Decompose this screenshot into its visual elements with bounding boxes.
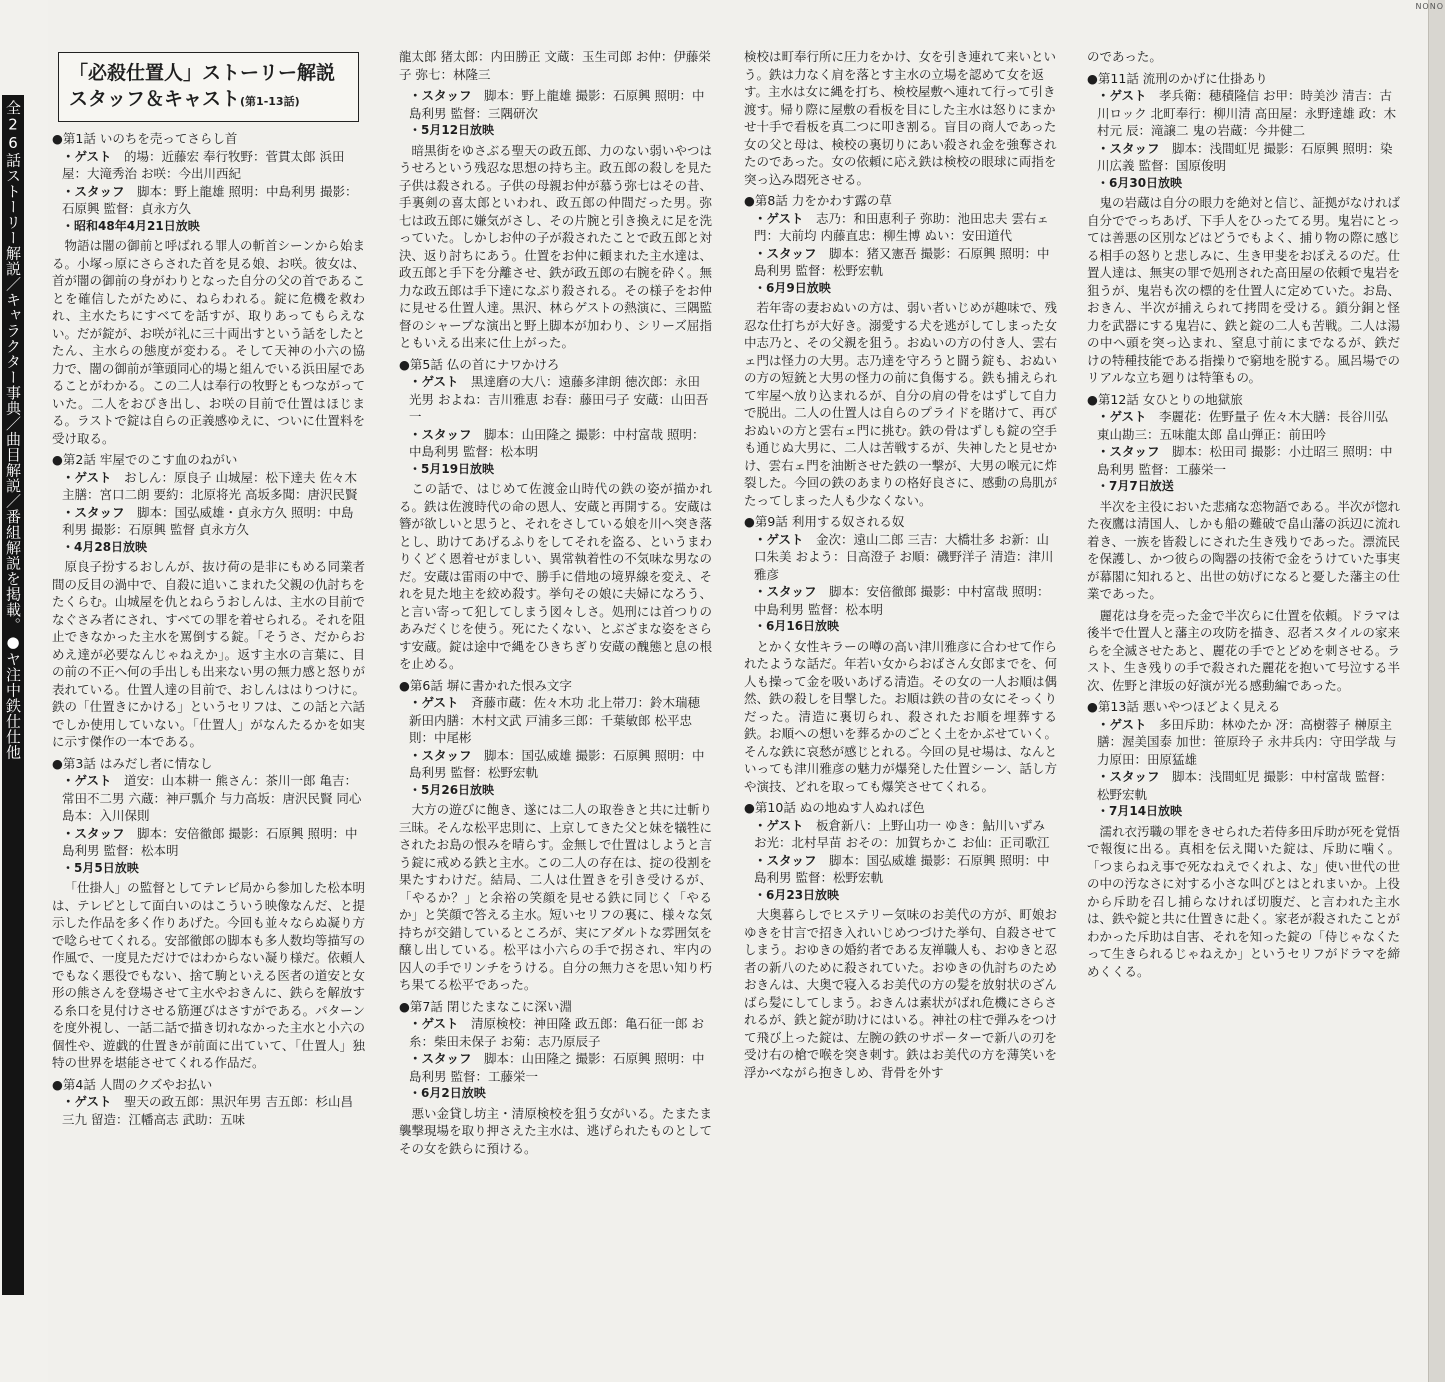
credit-line <box>62 469 365 504</box>
credit-line <box>62 148 365 183</box>
credit-label: ・スタッフ <box>409 1051 485 1066</box>
episode-heading: ●第6話 塀に書かれた恨み文字 <box>399 677 572 693</box>
credit-label: ・ゲスト <box>1097 716 1160 732</box>
credit-text: 道安：山本耕一 熊さん：茶川一郎 亀吉：常田不二男 六蔵：神戸瓢介 与力高坂：唐沢民賢 同心島本：入川保則 <box>62 773 362 823</box>
credit-label: ・ゲスト <box>409 695 472 710</box>
credit-label: ・スタッフ <box>754 852 830 868</box>
credit-text: 清原検校：神田隆 政五郎：亀石征一郎 お糸：柴田未保子 お菊：志乃原辰子 <box>409 1016 704 1049</box>
credit-label: ・ゲスト <box>754 817 817 833</box>
synopsis-paragraph: 麗花は身を売った金で半次らに仕置を依頼。ドラマは後半で仕置人と藩主の攻防を描き、忍者スタイルの家来らを全滅させたあと、麗花の手でとどめを刺させる。ラスト、生き残りの手で殺された麗花を抱いて号泣する半次、佐野と津坂の好演が光る感動編であった。 <box>1087 607 1400 693</box>
credit-label: ・ゲスト <box>754 210 817 226</box>
credit-text: 脚本：国弘威雄 撮影：石原興 照明：中島利男 監督：松野宏軌 <box>754 852 1050 885</box>
air-date: ・5月12日放映 <box>409 123 495 137</box>
synopsis-paragraph: とかく女性キラーの噂の高い津川雅彦に合わせて作られたような話だ。年若い女からおばさん女郎までを、何人も操って金を吸いあげる清造。その女の一人お順は偶然、鉄の殺しを目撃した。お順は鉄の昔の女にそっくりだった。清造に裏切られ、殺されたお順を埋葬する鉄。お順への想いを葬るかのごとく土をかぶせていく。そんな鉄に哀愁が感じとれる。今回の見せ場は、なんといっても津川雅彦の魅力が爆発した仕置シーン、話し方や演技、どれを取っても爆笑させてくれる。 <box>744 638 1057 794</box>
credit-text: 脚本：浅間虹児 撮影：石原興 照明：染川広義 監督：国原俊明 <box>1097 140 1393 173</box>
credit-text: 志乃：和田恵利子 弥助：池田忠夫 雲右ェ門：大前均 内藤直忠：柳生博 ぬい：安田道代 <box>754 210 1049 243</box>
episode-heading: ●第13話 悪いやつほどよく見える <box>1087 699 1281 714</box>
credit-text: 脚本：松田司 撮影：小辻昭三 照明：中島利男 監督：工藤栄一 <box>1097 444 1393 477</box>
column-1 <box>52 48 365 1368</box>
synopsis-paragraph: 大方の遊びに飽き、遂には二人の取巻きと共に辻斬り三昧。そんな松平忠則に、上京してきた父と妹を犠牲にされたお島の恨みを晴らす。金無しで仕置はしようと言う錠に戒める鉄と主水。この二人の存在は、掟の役割を果たすわけだ。結局、二人は仕置きを引き受けるが、「やるか？」と余裕の笑顔を見せる鉄に同じく「やるか」と笑顔で答える主水。短いセリフの裏に、様々な気持ちが交錯しているところが、実にアダルトな雰囲気を醸し出している。松平は小六らの手で拐され、牢内の囚人の手でリンチをうける。自分の無力さを思い知り朽ち果てる松平であった。 <box>399 802 712 992</box>
credit-line <box>754 852 1057 887</box>
air-date: ・5月19日放映 <box>409 461 495 476</box>
air-date: ・6月2日放映 <box>409 1086 486 1100</box>
credit-label: ・ゲスト <box>62 1094 125 1109</box>
credit-label: ・スタッフ <box>62 183 138 199</box>
air-date: ・5月5日放映 <box>62 860 139 875</box>
credit-label: ・ゲスト <box>1097 88 1160 103</box>
credit-label: ・スタッフ <box>409 88 485 103</box>
credit-text: 脚本：野上龍雄 撮影：石原興 照明：中島利男 監督：三隅研次 <box>409 88 705 121</box>
credit-label: ・ゲスト <box>62 773 125 788</box>
credit-line <box>1097 716 1400 769</box>
credit-label: ・ゲスト <box>1097 409 1160 424</box>
column-2-body <box>399 48 712 1157</box>
credit-text: 孝兵衛：穂積隆信 お甲：時美沙 清吉：古川ロック 北町奉行：柳川清 高田屋：永野達雄 政：木村元 辰：滝譲二 鬼の岩蔵：今井健二 <box>1097 88 1397 138</box>
episode-heading: ●第5話 仏の首にナワかけろ <box>399 356 560 372</box>
credit-line <box>1097 768 1400 803</box>
synopsis-paragraph: 原良子扮するおしんが、抜け荷の是非にもめる同業者間の反目の渦中で、自殺に追いこまれた父親の仇討ちをたくらむ。山城屋を仇とねらうおしんは、主水の目前でなぐさみ者にされ、すべての罪を着せられる。それを阻止できなかった主水を罵倒する錠。「そうさ、だからおめえ達が必要なんじゃねえか」。返す主水の言葉に、目の前の不正へ何の手出しも出来ない男の無力感と怒りが表れている。仕置人達の目前で、おしんははりつけに。鉄の「仕置きにかける」というセリフは、この話と六話でしか使用していない。「仕置人」がなんたるかを如実に示す傑作の一本である。 <box>52 559 365 749</box>
episode-heading: ●第9話 利用する奴される奴 <box>744 514 905 529</box>
credit-line <box>1097 140 1400 175</box>
credit-line <box>409 747 712 782</box>
credit-text: 李麗花：佐野量子 佐々木大膳：長谷川弘 東山勘三：五味龍太郎 畠山弾正：前田吟 <box>1097 409 1388 442</box>
credit-label: ・ゲスト <box>409 1016 472 1031</box>
corner-mark: NONO <box>1415 2 1444 11</box>
credit-line <box>1097 443 1400 478</box>
air-date: ・7月14日放映 <box>1097 804 1183 818</box>
continued-text: 検校は町奉行所に圧力をかけ、女を引き連れて来いという。鉄は力なく肩を落とす主水の立場を認めて女を返す。主水は女に縄を打ち、検校屋敷へ連れて行って引き渡す。帰り際に屋敷の看板を目にした主水は怒りにまかせ十手で看板を真二つに叩き割る。盲目の商人であった女の父と母は、検校の裏切りにあい殺され金を強奪されたのであった。女の依頼に応え鉄は検校の眼球に両指を突っ込み悶死させる。 <box>744 49 1057 187</box>
credit-line <box>754 817 1057 852</box>
synopsis-paragraph: 悪い金貸し坊主・清原検校を狙う女がいる。たまたま襲撃現場を取り押さえた主水は、逃げられたものとしてその女を鉄らに預ける。 <box>399 1105 712 1156</box>
credit-line <box>409 1050 712 1085</box>
episode-heading: ●第4話 人間のクズやお払い <box>52 1076 213 1092</box>
credit-line <box>409 426 712 461</box>
credit-label: ・スタッフ <box>62 504 138 520</box>
credit-label: ・スタッフ <box>1097 444 1173 459</box>
credit-label: ・ゲスト <box>62 148 125 164</box>
episode-heading: ●第1話 いのちを売ってさらし首 <box>52 131 238 146</box>
credit-text: おしん：原良子 山城屋：松下達夫 佐々木主膳：宮口二朗 要約：北原将光 高坂多聞：唐沢民賢 <box>62 469 358 502</box>
credit-text: 脚本：猪又憲吾 撮影：石原興 照明：中島利男 監督：松野宏軌 <box>754 245 1050 278</box>
column-2 <box>399 48 712 1368</box>
episode-heading: ●第12話 女ひとりの地獄旅 <box>1087 391 1243 407</box>
air-date: ・6月30日放映 <box>1097 175 1183 190</box>
episode-heading: ●第7話 閉じたまなこに深い淵 <box>399 998 572 1014</box>
credit-label: ・スタッフ <box>1097 769 1173 784</box>
subtitle-range: (第1-13話) <box>240 95 300 108</box>
credit-line <box>62 772 365 825</box>
credit-text: 的場：近藤宏 奉行牧野：菅貫太郎 浜田屋：大滝秀治 お咲：今出川西紀 <box>62 148 345 181</box>
continued-text: 龍太郎 猪太郎：内田勝正 文蔵：玉生司郎 お仲：伊藤栄子 弥七：林隆三 <box>399 49 711 82</box>
credit-line <box>409 1015 712 1050</box>
synopsis-paragraph: 鬼の岩蔵は自分の眼力を絶対と信じ、証拠がなければ自分ででっちあげ、下手人をひったてる男。鬼岩にとっては善悪の区別などはどうでもよく、捕り物の際に感じる相手の怒りと悲しみに、生き甲斐をおぼえるのだ。仕置人達は、無実の罪で処刑された高田屋の依頼で鬼岩を狙うが、鬼岩も次の標的を仕置人に定めていた。お島、おきん、半次が捕えられて拷問を受ける。鎖分銅と怪力を武器にする鬼岩に、鉄と錠の二人も苦戦。二人は湯の中へ頭を突っ込まれ、窒息寸前にまでなるが、鉄だけの特種技能である指操りで窮地を脱する。風呂場でのリアルな立ち廻りは特筆もの。 <box>1087 195 1400 385</box>
title-box <box>58 52 359 122</box>
continued-text: のであった。 <box>1087 49 1162 64</box>
credit-line <box>62 825 365 860</box>
credit-line <box>754 531 1057 584</box>
air-date: ・5月26日放映 <box>409 782 495 797</box>
credit-line <box>1097 87 1400 140</box>
credit-label: ・スタッフ <box>62 825 138 841</box>
credit-line <box>409 373 712 426</box>
air-date: ・6月16日放映 <box>754 619 840 633</box>
credit-label: ・ゲスト <box>754 531 817 547</box>
credit-text: 脚本：国弘威雄 撮影：石原興 照明：中島利男 監督：松野宏軌 <box>409 747 705 780</box>
episode-heading: ●第3話 はみだし者に情なし <box>52 755 213 771</box>
credit-text: 板倉新八：上野山功一 ゆき：鮎川いずみ お光：北村早苗 おその：加賀ちかこ お仙：正司歌江 <box>754 817 1050 850</box>
spine-text: 全26話ストーリー解説／キャラクター事典／曲目解説／番組解説を掲載。●ヤ注中鉄仕仕他 <box>4 100 22 760</box>
jacket-spine <box>0 0 50 1382</box>
credit-label: ・スタッフ <box>1097 140 1173 156</box>
credit-line <box>409 694 712 747</box>
credit-line <box>754 245 1057 280</box>
page-subtitle <box>69 86 348 115</box>
episode-heading: ●第2話 牢屋でのこす血のねがい <box>52 452 238 467</box>
air-date: ・6月9日放映 <box>754 280 831 295</box>
credit-text: 脚本：山田隆之 撮影：中村富哉 照明：中島利男 監督：松本明 <box>409 426 705 459</box>
credit-label: ・スタッフ <box>409 747 485 763</box>
credit-text: 脚本：安倍徹郎 撮影：中村富哉 照明：中島利男 監督：松本明 <box>754 584 1050 617</box>
credit-line <box>754 583 1057 618</box>
synopsis-paragraph: 物語は闇の御前と呼ばれる罪人の斬首シーンから始まる。小塚っ原にさらされた首を見る娘、お咲。彼女は、首が闇の御前の身がわりとなった自分の父の首であることを確信したがために、ねらわれる。錠に危機を救われ、主水たちにすべてを話すが、取りあってもらえない。だが錠が、お咲が礼に三十両出すという話をしたとたん、主水らの態度が変わる。そして天神の小六の協力で、闇の御前が筆頭同心的場と組んでいる浜田屋であることがわかる。この二人は奉行の牧野ともつながっていた。二人をおびき出し、お咲の目前で仕置はほじまる。ラストで錠は自らの正義感ゆえに、ついに仕置料を受け取る。 <box>52 238 365 446</box>
credit-line <box>62 504 365 539</box>
credit-text: 脚本：安倍徹郎 撮影：石原興 照明：中島利男 監督：松本明 <box>62 825 358 858</box>
column-1-body <box>52 130 365 1128</box>
credit-text: 脚本：野上龍雄 照明：中島利男 撮影：石原興 監督：貞永方久 <box>62 183 358 216</box>
credit-text: 脚本：国弘威雄・貞永方久 照明：中島利男 撮影：石原興 監督 貞永方久 <box>62 504 354 537</box>
column-3 <box>744 48 1057 1368</box>
column-4 <box>1087 48 1400 1368</box>
credit-label: ・スタッフ <box>409 426 485 442</box>
air-date: ・6月23日放映 <box>754 887 840 902</box>
synopsis-paragraph: 大奥暮らしでヒステリー気味のお美代の方が、町娘おゆきを甘言で招き入れいじめつづけた挙句、自殺させてしまう。おゆきの婚約者である友禅職人も、おゆきと忍者の新八のために殺されていた。おゆきの仇討ちのためおきんは、大奥で寝入るお美代の方の髪を放射状のざんばら髪にしてしまう。おきんは素状がばれ危機にさらされるが、鉄と錠が助けにはいる。神社の柱で弾みをつけて飛び上った錠は、左腕の鉄のサポーターで新八の刃を受け右の槍で喉を突き刺す。鉄はお美代の方を薄笑いを浮かべながら抱きしめ、背骨を外す <box>744 907 1057 1080</box>
credit-label: ・スタッフ <box>754 245 830 261</box>
credit-text: 脚本：浅間虹児 撮影：中村富哉 監督：松野宏軌 <box>1097 769 1393 802</box>
episode-heading: ●第10話 ぬの地ぬす人ぬれば色 <box>744 800 925 815</box>
credit-line <box>62 183 365 218</box>
synopsis-paragraph: 半次を主役においた悲痛な恋物語である。半次が惚れた夜鷹は清国人、しかも船の難破で畠山藩の浜辺に流れ着き、一族を皆殺しにされた生き残りであった。漂流民を保護し、かつ彼らの陶器の技術で金をうけていた事実が幕閣に知れると、出世の妨げになると憂した藩主の仕業であった。 <box>1087 498 1400 601</box>
credit-line <box>62 1093 365 1128</box>
column-3-body <box>744 48 1057 1081</box>
air-date: ・昭和48年4月21日放映 <box>62 218 200 233</box>
credit-line <box>754 210 1057 245</box>
right-edge <box>1415 0 1445 1382</box>
credit-label: ・スタッフ <box>754 584 830 599</box>
credit-text: 斉藤市蔵：佐々木功 北上帯刀：鈴木瑞穂 新田内膳：木村文武 戸浦多三郎：千葉敏郎 松平忠則：中尾彬 <box>409 695 700 745</box>
credit-label: ・ゲスト <box>409 374 472 389</box>
credit-text: 聖天の政五郎：黒沢年男 吉五郎：杉山昌三九 留造：江幡高志 武助：五味 <box>62 1094 353 1127</box>
synopsis-paragraph: この話で、はじめて佐渡金山時代の鉄の姿が描かれる。鉄は佐渡時代の命の恩人、安蔵と再開する。安蔵は簪が欲しいと思うと、それをさしている娘を川へ突き落とし、助けてあげるふりをしてそれを盗る、というまわりくどく恩着せがましい、異常執着性の不気味な男なのだ。安蔵は雷雨の中で、勝手に借地の境界線を変え、それを見た地主を絞め殺す。挙句その娘に夫婦になろう、と言い寄って犯してしまう図々しさ。処刑には首つりのあみだくじを使う。死にたくない、とぶざまな姿をさらす安蔵。錠は途中で縄をひきちぎり安蔵の醜態と息の根を止める。 <box>399 481 712 671</box>
synopsis-paragraph: 若年寄の妻おぬいの方は、弱い者いじめが趣味で、残忍な仕打ちが大好き。溺愛する犬を逃がしてしまった女中志乃と、その父親を狙う。おぬいの方の付き人、雲右ェ門は怪力の大男。志乃達を守ろうと闘う錠も、おぬいの方の短銃と大男の怪力の前に負傷する。鉄も捕えられて牢屋へ放り込まれるが、自分の肩の骨をはずして自力で脱出。二人の仕置人は自らのプライドを賭けて、再びおぬいの方と雲右ェ門に挑む。鉄の骨はずしも錠の空手も通じぬ大男に、二人は苦戦するが、失神したと見せかけ、雲右ェ門を油断させた鉄の一撃が、大男の喉元に炸裂した。今回の鉄のあまりの格好良さに、感動の鳥肌がたってしまった人も少なくない。 <box>744 300 1057 508</box>
credit-line <box>1097 408 1400 443</box>
air-date: ・4月28日放映 <box>62 539 148 554</box>
credit-text: 脚本：山田隆之 撮影：石原興 照明：中島利男 監督：工藤栄一 <box>409 1051 705 1084</box>
subtitle-main: スタッフ＆キャスト <box>69 88 241 110</box>
column-4-body <box>1087 48 1400 980</box>
synopsis-paragraph: 濡れ衣汚職の罪をきせられた若侍多田斥助が死を覚悟で報復に出る。真相を伝え聞いた錠は、斥助に噛く。「つまらねえ事で死なねえでくれよ、な」使い世代の世の中の汚なさに対する小さな叫びとはとれまいか。上役から斥助を召し捕らなければ切腹だ、と言われた主水は、鉄や錠と共に仕置きに赴く。家老が殺されたことがわかった斥助は自害、それを知った錠の「侍じゃなくたって生きられるじゃねえか」というセリフがドラマを締めくくる。 <box>1087 823 1400 979</box>
credit-text: 黒達磨の大八：遠藤多津朗 徳次郎：永田光男 およね：吉川雅恵 お春：藤田弓子 安蔵：山田吾一 <box>409 374 709 424</box>
credit-label: ・ゲスト <box>62 469 125 485</box>
credit-text: 多田斥助：林ゆたか 冴：高樹蓉子 榊原主膳：渥美国泰 加世：笹原玲子 永井兵内：守田学哉 与力原田：田原猛雄 <box>1097 716 1397 767</box>
air-date: ・7月7日放送 <box>1097 479 1174 493</box>
synopsis-paragraph: 「仕掛人」の監督としてテレビ局から参加した松本明は、テレビとして面白いのはこういう映像なんだ、と提示した作品を多く作りあげた。今回も並々ならぬ凝り方で唸らせてくれる。安部徹郎の脚本も多人数均等描写の作風で、一度見ただけではわからない凝り様だ。依頼人でもなく悪役でもない、捨て駒といえる医者の道安と女形の熊さんを登場させて主水やおきんに、鉄らを解放する糸口を見付けさせる筋運びはさすがである。パターンを度外視し、一話二話で描き切れなかった主水と小六の個性や、遊戯的仕置きが前面に出ていて、「仕置人」独特の世界を堪能させてくれる作品だ。 <box>52 880 365 1070</box>
episode-heading: ●第11話 流刑のかげに仕掛あり <box>1087 70 1268 86</box>
synopsis-paragraph: 暗黒街をゆさぶる聖天の政五郎、力のない弱いやつはうせろという残忍な思想の持ち主。政五郎の殺しを見た子供は殺される。子供の母親お仲が慕う弥七はその昔、手裏剣の喜太郎といわれ、政五郎の仲間だった男。弥七は政五郎に嫌気がさし、その片腕と引き換えに足を洗っていた。しかしお仲の子が殺されたことで政五郎と対決、返り討ちにあう。仕置をお仲に頼まれた主水達は、政五郎と手下を分離させ、鉄が政五郎の右腕を砕く。無力な政五郎は手下達になぶり殺される。その様子をお仲に見せる仕置人達。黒沢、林らゲストの熱演に、三隅監督のシャープな演出と野上脚本が加わり、シリーズ屈指ともいえる出来に仕上がった。 <box>399 142 712 350</box>
page-title: 「必殺仕置人」ストーリー解説 <box>69 62 336 84</box>
episode-heading: ●第8話 力をかわす露の草 <box>744 193 892 208</box>
credit-text: 金次：遠山二郎 三吉：大橋壮多 お新：山口朱美 およう：日高澄子 お順：磯野洋子 清造：津川雅彦 <box>754 531 1054 582</box>
credit-line <box>409 87 712 122</box>
